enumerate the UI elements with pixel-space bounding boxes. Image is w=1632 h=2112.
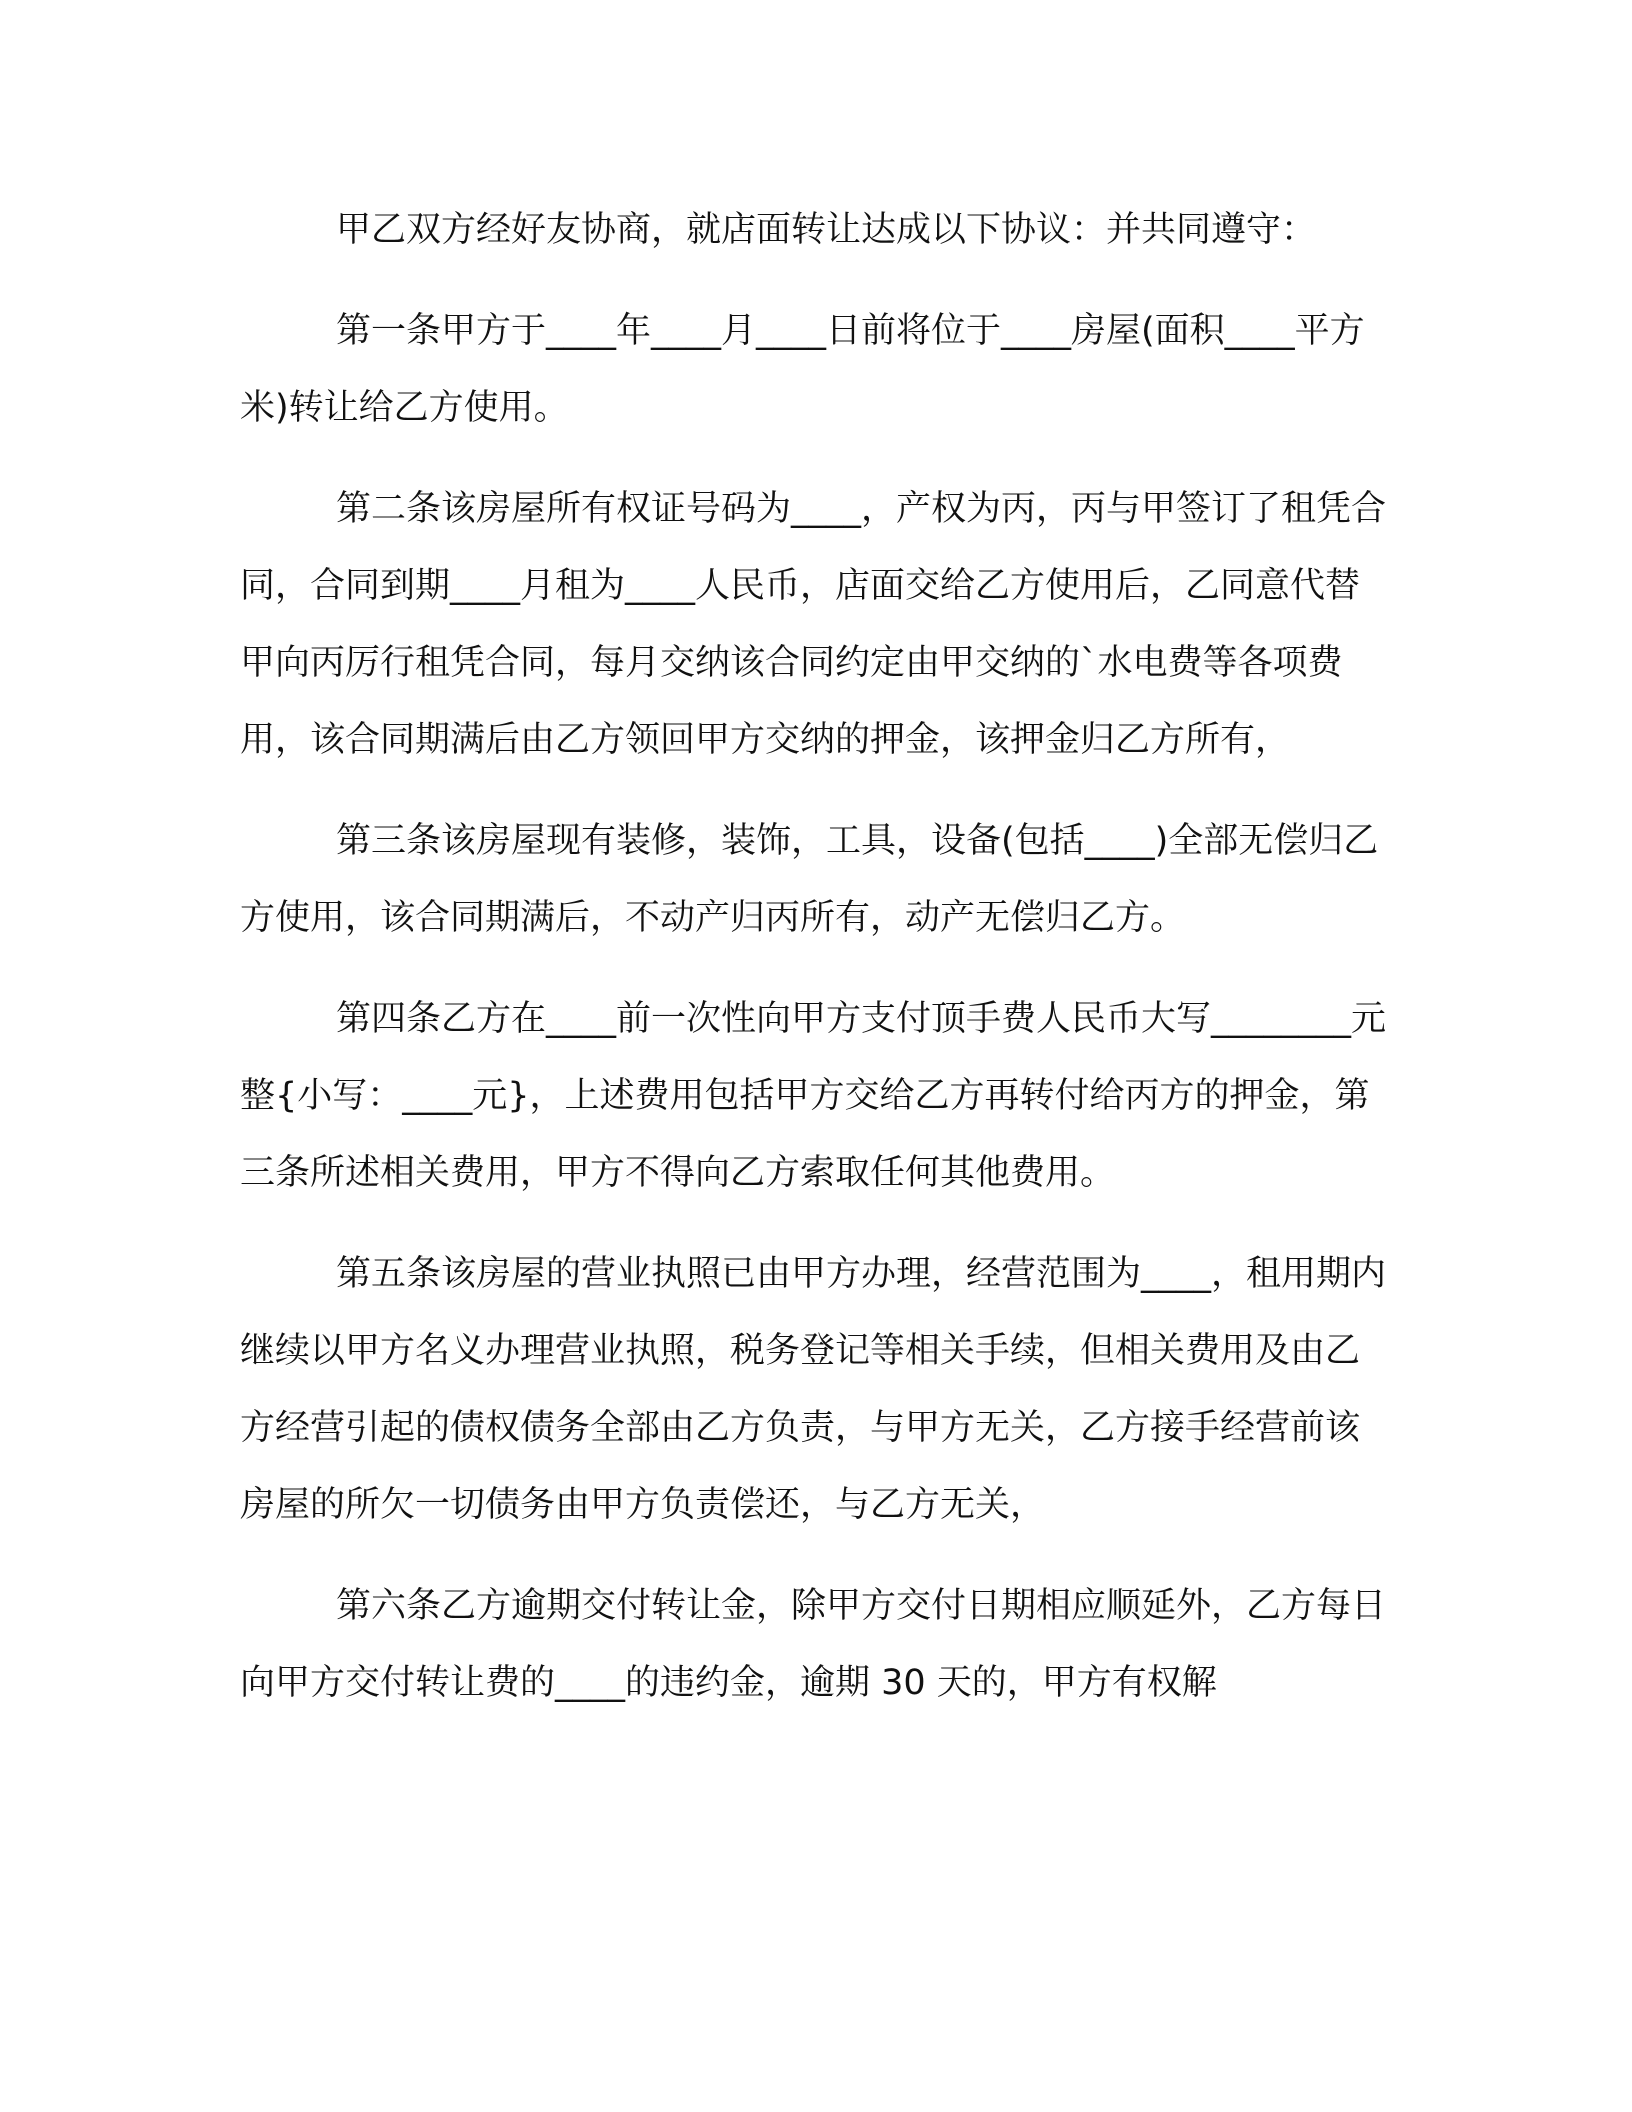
paragraph-intro: 甲乙双方经好友协商，就店面转让达成以下协议：并共同遵守： <box>336 210 1317 250</box>
paragraph-article-5: 第五条该房屋的营业执照已由甲方办理，经营范围为____，租用期内继续以甲方名义办理营业执照，税务登记等相关手续，但相关费用及由乙方经营引起的债权债务全部由乙方负责，与甲方无关，乙方接手经营前该房屋的所欠一切债务由甲方负责偿还，与乙方无关， <box>240 1254 1387 1525</box>
paragraph-article-3: 第三条该房屋现有装修，装饰，工具，设备(包括____)全部无偿归乙方使用，该合同期满后，不动产归丙所有，动产无偿归乙方。 <box>240 821 1379 938</box>
document-body <box>240 192 1392 1746</box>
paragraph-article-1: 第一条甲方于____年____月____日前将位于____房屋(面积____平方米)转让给乙方使用。 <box>240 311 1365 428</box>
paragraph-article-2: 第二条该房屋所有权证号码为____，产权为丙，丙与甲签订了租凭合同，合同到期____月租为____人民币，店面交给乙方使用后，乙同意代替甲向丙厉行租凭合同，每月交纳该合同约定由甲交纳的`水电费等各项费用，该合同期满后由乙方领回甲方交纳的押金，该押金归乙方所有， <box>240 489 1387 760</box>
paragraph-article-6: 第六条乙方逾期交付转让金，除甲方交付日期相应顺延外，乙方每日向甲方交付转让费的____的违约金，逾期 30 天的，甲方有权解 <box>240 1586 1387 1703</box>
paragraph-article-4: 第四条乙方在____前一次性向甲方支付顶手费人民币大写________元整{小写：____元}，上述费用包括甲方交给乙方再转付给丙方的押金，第三条所述相关费用，甲方不得向乙方索取任何其他费用。 <box>240 999 1387 1193</box>
